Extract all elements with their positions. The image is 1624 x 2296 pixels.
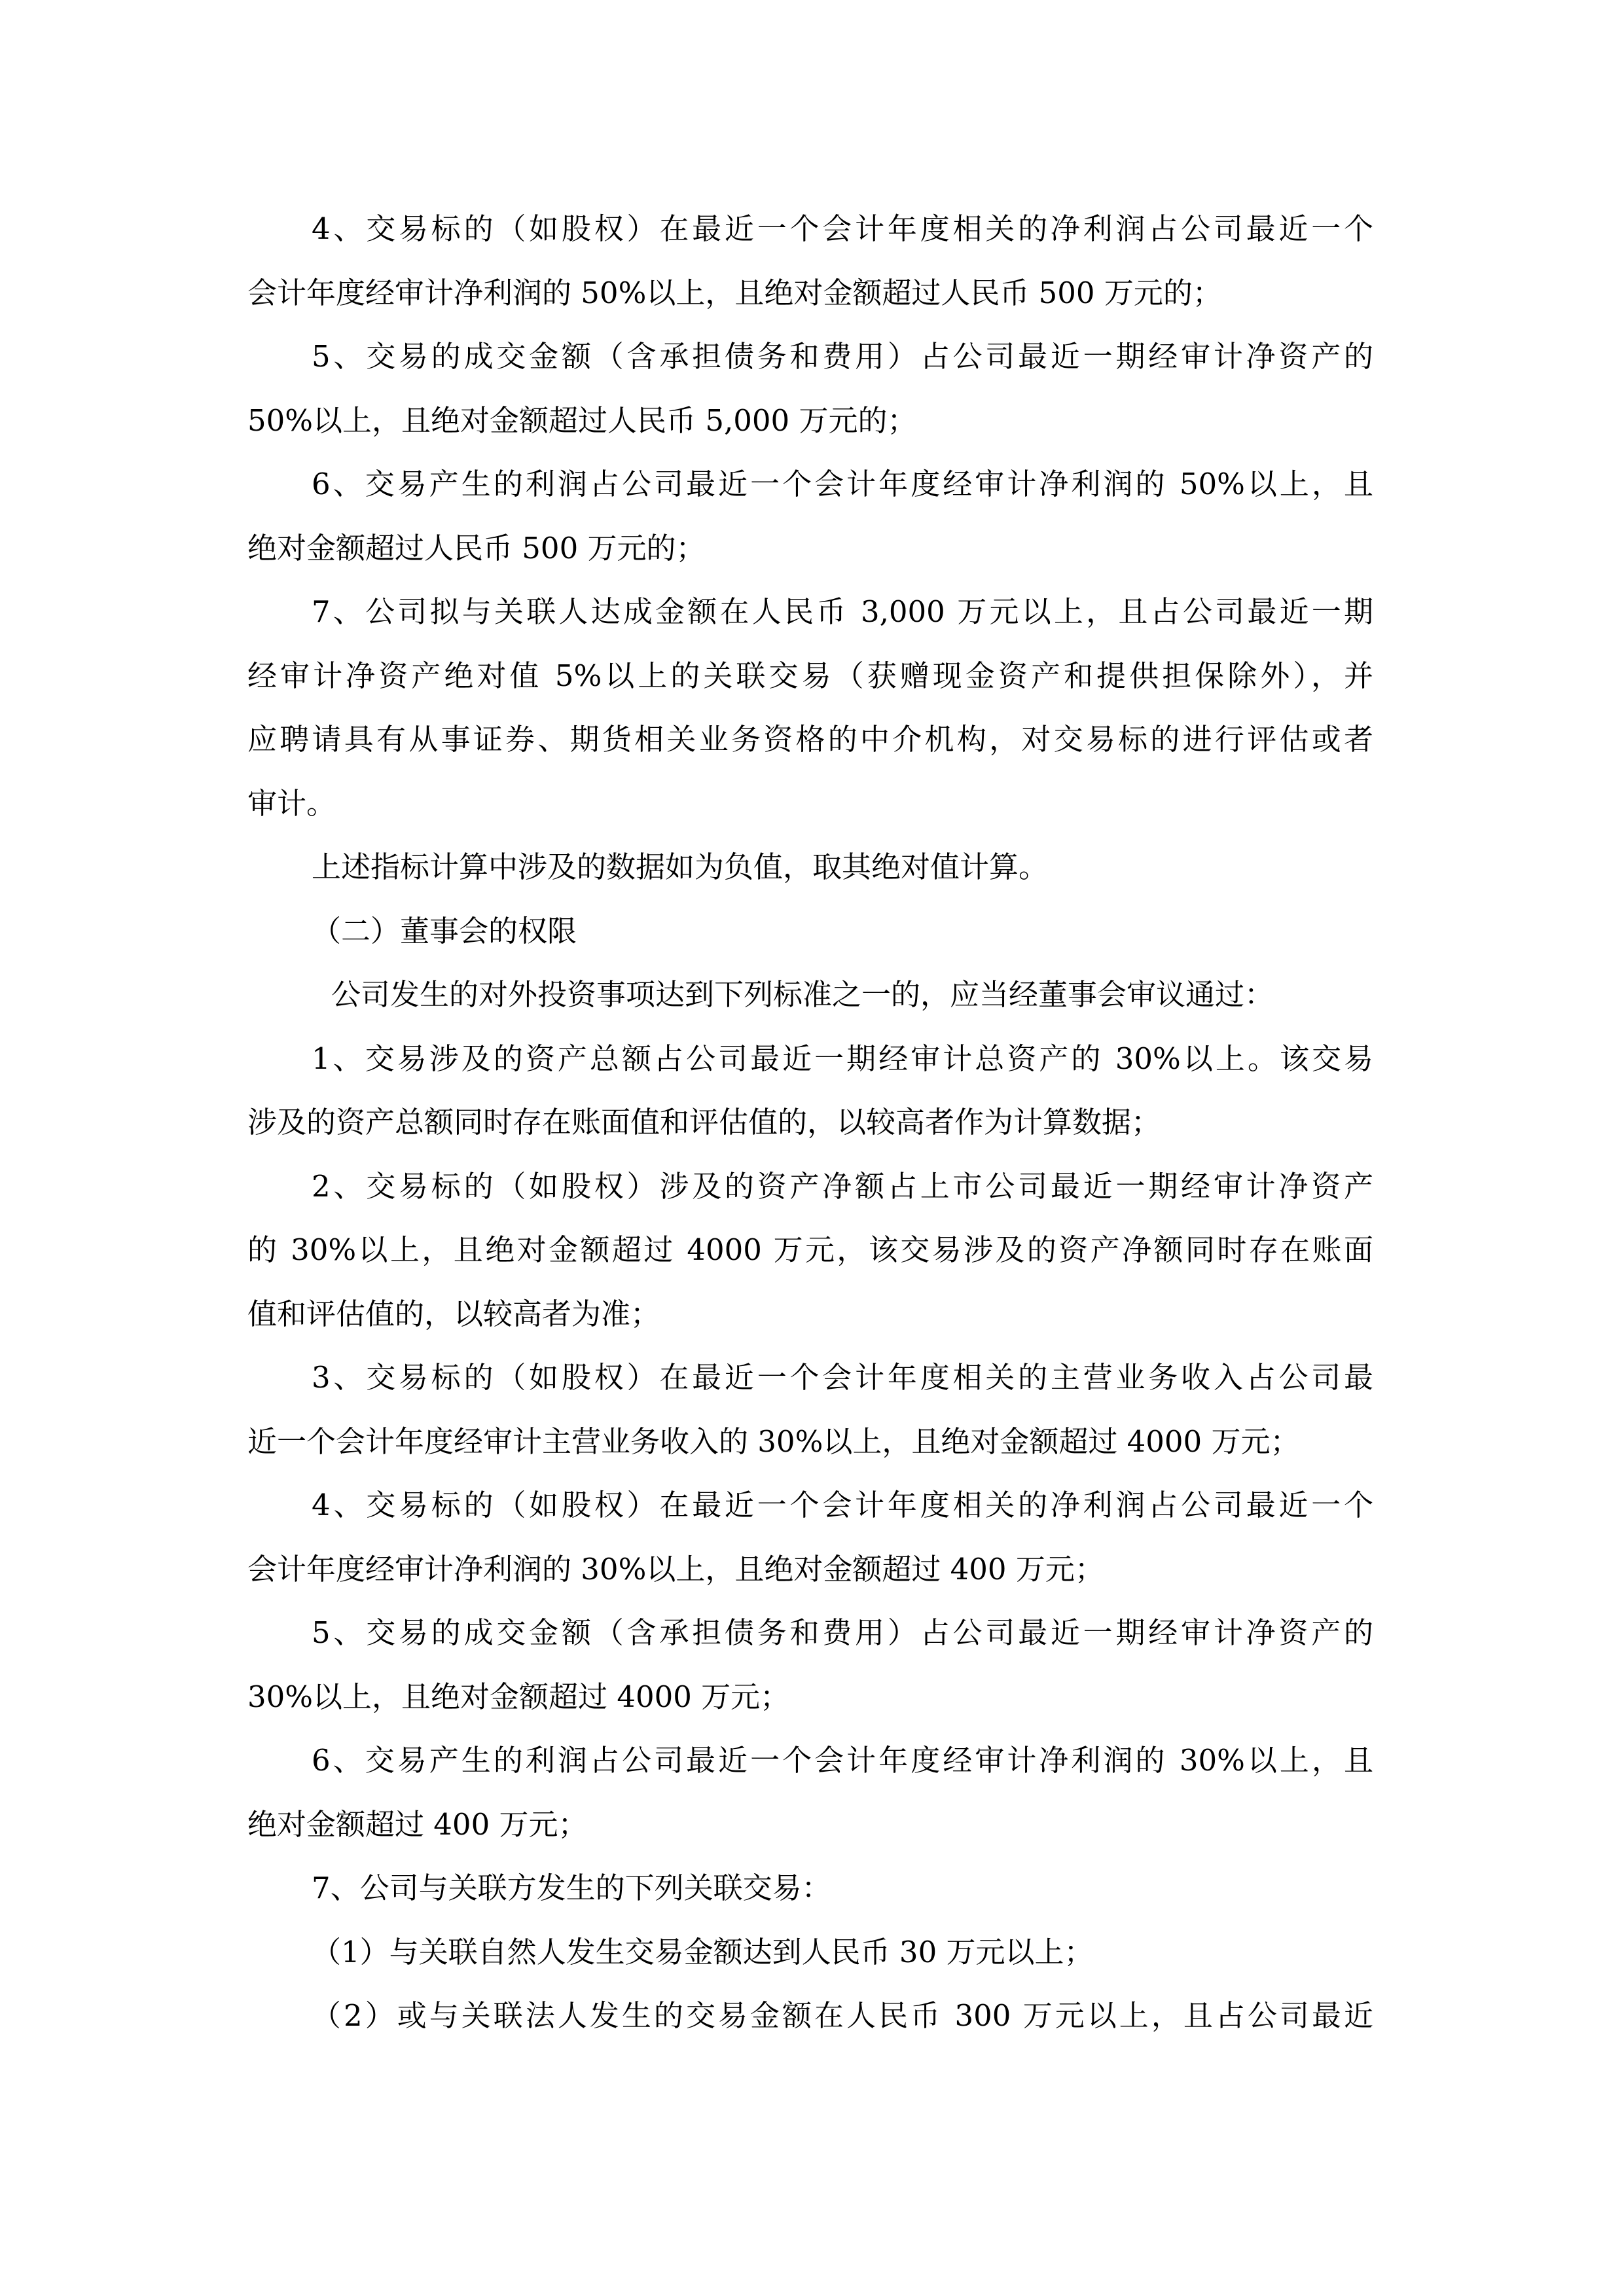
board-item-3	[247, 1346, 1373, 1473]
paragraph-line: 绝对金额超过 400 万元；	[247, 1806, 588, 1842]
board-item-7	[247, 1856, 1373, 1920]
paragraph-line: 30%以上，且绝对金额超过 4000 万元；	[247, 1679, 790, 1714]
paragraph-line: 经审计净资产绝对值 5%以上的关联交易（获赠现金资产和提供担保除外），并	[247, 658, 1373, 693]
shareholder-item-4	[247, 197, 1373, 325]
shareholder-item-6	[247, 452, 1373, 580]
paragraph-line: 涉及的资产总额同时存在账面值和评估值的，以较高者作为计算数据；	[247, 1105, 1161, 1139]
board-item-7-sub-2	[247, 1984, 1373, 2048]
paragraph-line: （2）或与关联法人发生的交易金额在人民币 300 万元以上，且占公司最近	[312, 1998, 1373, 2033]
paragraph-line: 5、交易的成交金额（含承担债务和费用）占公司最近一期经审计净资产的	[312, 1615, 1373, 1650]
paragraph-line: 应聘请具有从事证券、期货相关业务资格的中介机构，对交易标的进行评估或者	[247, 722, 1373, 757]
paragraph-line: 会计年度经审计净利润的 30%以上，且绝对金额超过 400 万元；	[247, 1551, 1104, 1587]
paragraph-line: 50%以上，且绝对金额超过人民币 5,000 万元的；	[247, 403, 917, 438]
paragraph-line: 5、交易的成交金额（含承担债务和费用）占公司最近一期经审计净资产的	[312, 339, 1373, 374]
shareholder-item-7	[247, 580, 1373, 835]
board-item-7-sub-1	[247, 1920, 1373, 1984]
paragraph-line: 近一个会计年度经审计主营业务收入的 30%以上，且绝对金额超过 4000 万元；	[247, 1424, 1300, 1459]
section-heading: （二）董事会的权限	[312, 913, 577, 948]
paragraph-line: （1）与关联自然人发生交易金额达到人民币 30 万元以上；	[312, 1934, 1094, 1969]
paragraph-line: 上述指标计算中涉及的数据如为负值，取其绝对值计算。	[312, 850, 1049, 884]
paragraph-line: 2、交易标的（如股权）涉及的资产净额占上市公司最近一期经审计净资产	[312, 1168, 1373, 1204]
section-heading-board	[247, 899, 1373, 963]
board-intro	[247, 963, 1373, 1027]
negative-value-note	[247, 835, 1373, 899]
board-item-1	[247, 1027, 1373, 1155]
paragraph-line: 7、公司拟与关联人达成金额在人民币 3,000 万元以上，且占公司最近一期	[312, 594, 1373, 629]
paragraph-line: 6、交易产生的利润占公司最近一个会计年度经审计净利润的 50%以上，且	[312, 467, 1373, 501]
document-page	[247, 197, 1373, 2048]
paragraph-line: 会计年度经审计净利润的 50%以上，且绝对金额超过人民币 500 万元的；	[247, 275, 1222, 310]
paragraph-line: 4、交易标的（如股权）在最近一个会计年度相关的净利润占公司最近一个	[312, 211, 1373, 246]
paragraph-line: 审计。	[247, 785, 336, 821]
board-item-2	[247, 1155, 1373, 1346]
board-item-6	[247, 1729, 1373, 1856]
paragraph-line: 3、交易标的（如股权）在最近一个会计年度相关的主营业务收入占公司最	[312, 1360, 1373, 1395]
paragraph-line: 公司发生的对外投资事项达到下列标准之一的，应当经董事会审议通过：	[331, 977, 1274, 1012]
paragraph-line: 4、交易标的（如股权）在最近一个会计年度相关的净利润占公司最近一个	[312, 1488, 1373, 1522]
paragraph-line: 值和评估值的，以较高者为准；	[247, 1296, 660, 1331]
paragraph-line: 6、交易产生的利润占公司最近一个会计年度经审计净利润的 30%以上，且	[312, 1743, 1373, 1778]
paragraph-line: 1、交易涉及的资产总额占公司最近一期经审计总资产的 30%以上。该交易	[312, 1041, 1373, 1076]
paragraph-line: 绝对金额超过人民币 500 万元的；	[247, 530, 706, 565]
shareholder-item-5	[247, 325, 1373, 452]
board-item-4	[247, 1473, 1373, 1601]
paragraph-line: 7、公司与关联方发生的下列关联交易：	[312, 1871, 831, 1905]
paragraph-line: 的 30%以上，且绝对金额超过 4000 万元，该交易涉及的资产净额同时存在账面	[247, 1232, 1373, 1267]
board-item-5	[247, 1601, 1373, 1729]
